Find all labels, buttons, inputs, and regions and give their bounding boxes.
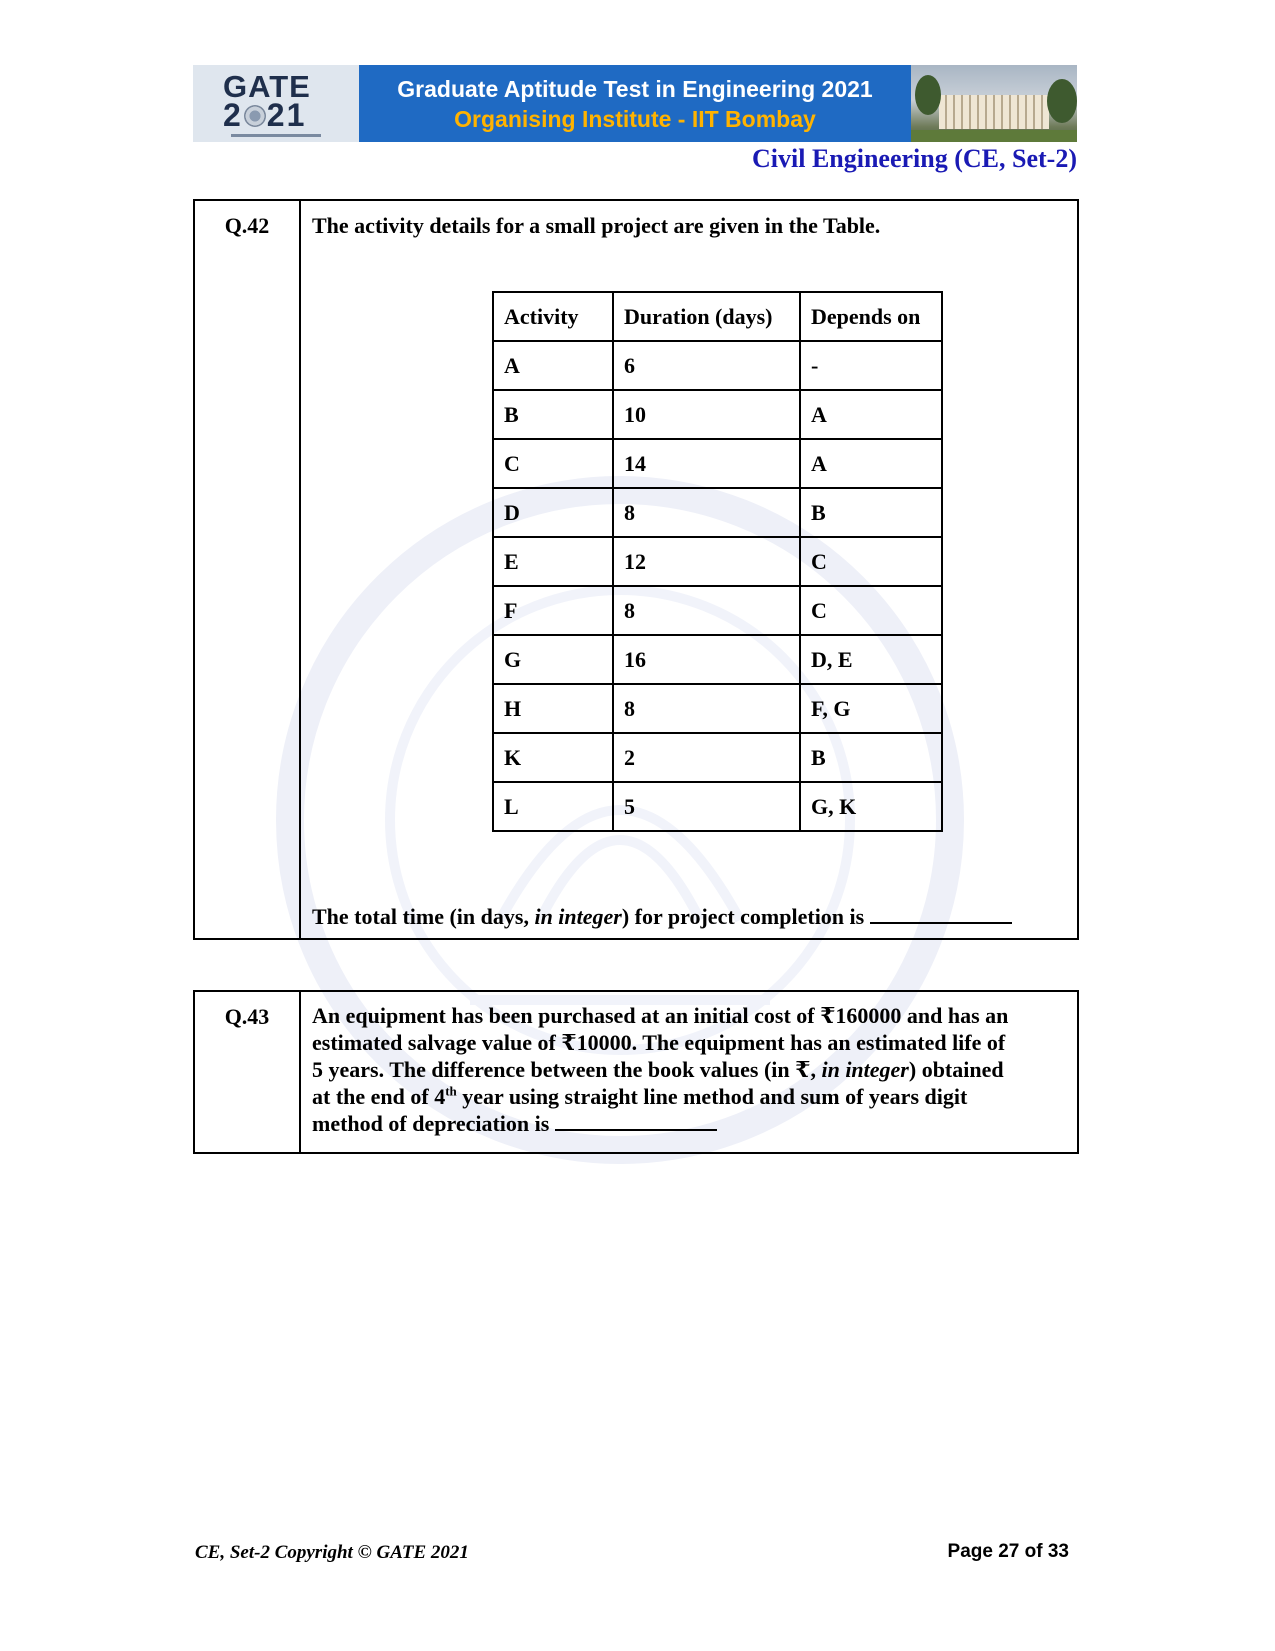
- building-shape: [939, 95, 1049, 129]
- activity-cell: C: [493, 439, 613, 488]
- table-row: [493, 684, 942, 733]
- activity-cell: K: [493, 733, 613, 782]
- duration-cell: 5: [613, 782, 800, 831]
- question-43: [193, 990, 1079, 1154]
- seal-icon: [244, 105, 266, 127]
- depends-cell: C: [800, 586, 942, 635]
- gate-logo: [193, 65, 359, 142]
- banner-title-panel: [359, 65, 911, 142]
- duration-cell: 8: [613, 488, 800, 537]
- duration-cell: 10: [613, 390, 800, 439]
- subject-heading: Civil Engineering (CE, Set-2): [752, 144, 1077, 173]
- column-header: Depends on: [800, 292, 942, 341]
- table-row: [493, 390, 942, 439]
- question-text: An equipment has been purchased at an initial cost of ₹160000 and has an estimated salvage value of ₹10000. The equipment has an estimated life of 5 years. The difference between the book values (in ₹, in integer) obtained at the end of 4th year using straight line method and sum of years digit method of depreciation is: [312, 1003, 1009, 1136]
- table-row: [493, 341, 942, 390]
- question-42: [193, 199, 1079, 940]
- depends-cell: A: [800, 390, 942, 439]
- activity-cell: F: [493, 586, 613, 635]
- duration-cell: 8: [613, 586, 800, 635]
- answer-blank[interactable]: [555, 1111, 717, 1131]
- grass-shape: [911, 130, 1077, 142]
- depends-cell: -: [800, 341, 942, 390]
- table-row: [493, 782, 942, 831]
- depends-cell: G, K: [800, 782, 942, 831]
- depends-cell: D, E: [800, 635, 942, 684]
- institute-building-photo: [911, 65, 1077, 142]
- page-number: Page 27 of 33: [947, 1541, 1069, 1562]
- depends-cell: B: [800, 488, 942, 537]
- duration-cell: 12: [613, 537, 800, 586]
- duration-cell: 2: [613, 733, 800, 782]
- table-row: [493, 537, 942, 586]
- organising-institute: Organising Institute - IIT Bombay: [454, 105, 816, 132]
- activity-cell: E: [493, 537, 613, 586]
- duration-cell: 16: [613, 635, 800, 684]
- activity-cell: L: [493, 782, 613, 831]
- logo-gate-text: GATE: [223, 69, 311, 104]
- activity-table: [492, 291, 943, 832]
- logo-underline: [231, 134, 321, 137]
- question-number: Q.42: [195, 201, 301, 938]
- table-row: [493, 586, 942, 635]
- column-header: Duration (days): [613, 292, 800, 341]
- activity-cell: H: [493, 684, 613, 733]
- answer-blank[interactable]: [870, 904, 1012, 924]
- depends-cell: C: [800, 537, 942, 586]
- tree-shape: [1047, 79, 1077, 123]
- column-header: Activity: [493, 292, 613, 341]
- table-row: [493, 488, 942, 537]
- duration-cell: 14: [613, 439, 800, 488]
- logo-year-text: 2 21: [223, 97, 307, 133]
- table-row: [493, 439, 942, 488]
- header-banner: [193, 65, 1077, 142]
- activity-cell: B: [493, 390, 613, 439]
- activity-cell: A: [493, 341, 613, 390]
- depends-cell: A: [800, 439, 942, 488]
- question-prompt: The total time (in days, in integer) for project completion is: [312, 904, 1012, 930]
- activity-cell: D: [493, 488, 613, 537]
- duration-cell: 6: [613, 341, 800, 390]
- question-number: Q.43: [195, 992, 301, 1152]
- copyright-footer: CE, Set-2 Copyright © GATE 2021: [195, 1542, 469, 1563]
- tree-shape: [915, 75, 941, 115]
- depends-cell: F, G: [800, 684, 942, 733]
- table-header-row: [493, 292, 942, 341]
- duration-cell: 8: [613, 684, 800, 733]
- activity-cell: G: [493, 635, 613, 684]
- exam-title: Graduate Aptitude Test in Engineering 2021: [397, 75, 873, 102]
- question-intro: The activity details for a small project are given in the Table.: [312, 213, 881, 238]
- table-row: [493, 733, 942, 782]
- table-row: [493, 635, 942, 684]
- depends-cell: B: [800, 733, 942, 782]
